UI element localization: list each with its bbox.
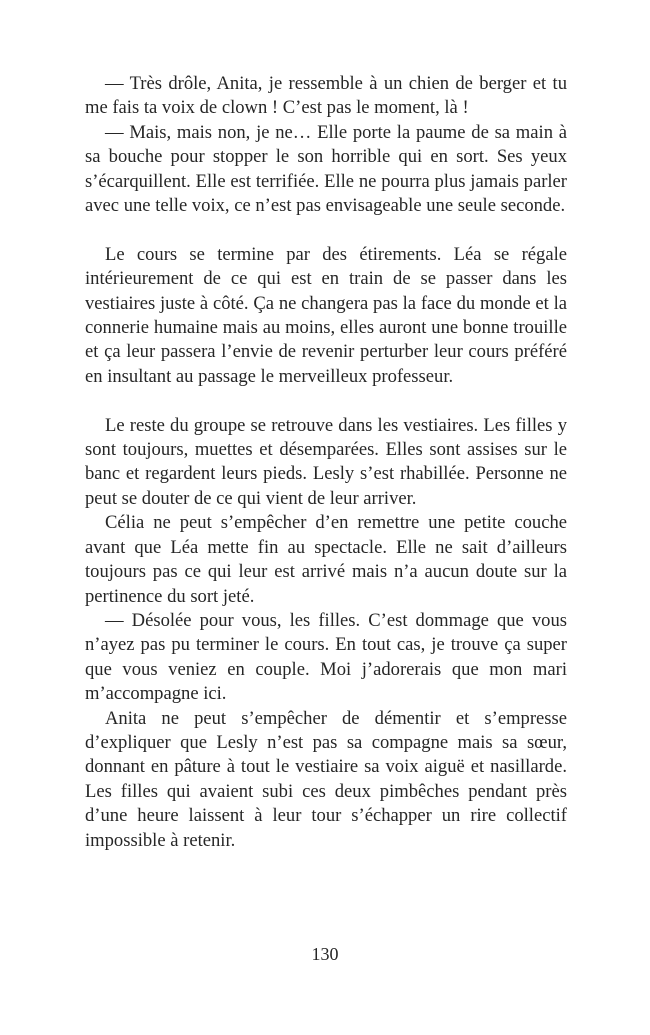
paragraph: — Très drôle, Anita, je ressemble à un chien de berger et tu me fais ta voix de clown ! C’est pas le moment, là ! xyxy=(85,73,567,119)
paragraph: Célia ne peut s’empêcher d’en remettre une petite couche avant que Léa mette fin au spectacle. Elle ne sait d’ailleurs toujours pas ce qui leur est arrivé mais n’a aucun doute sur la pertinence du sort jeté. xyxy=(85,512,567,607)
paragraph: Anita ne peut s’empêcher de démentir et s’empresse d’expliquer que Lesly n’est pas sa compagne mais sa sœur, donnant en pâture à tout le vestiaire sa voix aiguë et nasillarde. Les filles qui avaient subi ces deux pimbêches pendant près d’une heure laissent à leur tour s’échapper un rire collectif impossible à retenir. xyxy=(85,707,567,851)
section-break xyxy=(85,389,567,413)
paragraph: — Mais, mais non, je ne… Elle porte la paume de sa main à sa bouche pour stopper le son horrible qui en sort. Ses yeux s’écarquillent. Elle est terrifiée. Elle ne pourra plus jamais parler avec une telle voix, ce n’est pas envisageable une seule seconde. xyxy=(85,121,567,217)
page-body xyxy=(85,72,567,853)
paragraph: Le cours se termine par des étirements. Léa se régale intérieurement de ce qui est en train de se passer dans les vestiaires juste à côté. Ça ne changera pas la face du monde et la connerie humaine mais au moins, elles auront une bonne trouille et ça leur passera l’envie de revenir perturber leur cours préféré en insultant au passage le merveilleux professeur. xyxy=(85,243,567,387)
section-break xyxy=(85,218,567,242)
page-number: 130 xyxy=(311,944,339,964)
paragraph: Le reste du groupe se retrouve dans les vestiaires. Les filles y sont toujours, muettes et désemparées. Elles sont assises sur le banc et regardent leurs pieds. Lesly s’est rhabillée. Personne ne peut se douter de ce qui vient de leur arriver. xyxy=(85,414,567,509)
paragraph: — Désolée pour vous, les filles. C’est dommage que vous n’ayez pas pu terminer le cours. En tout cas, je trouve ça super que vous veniez en couple. Moi j’adorerais que mon mari m’accompagne ici. xyxy=(85,609,567,705)
